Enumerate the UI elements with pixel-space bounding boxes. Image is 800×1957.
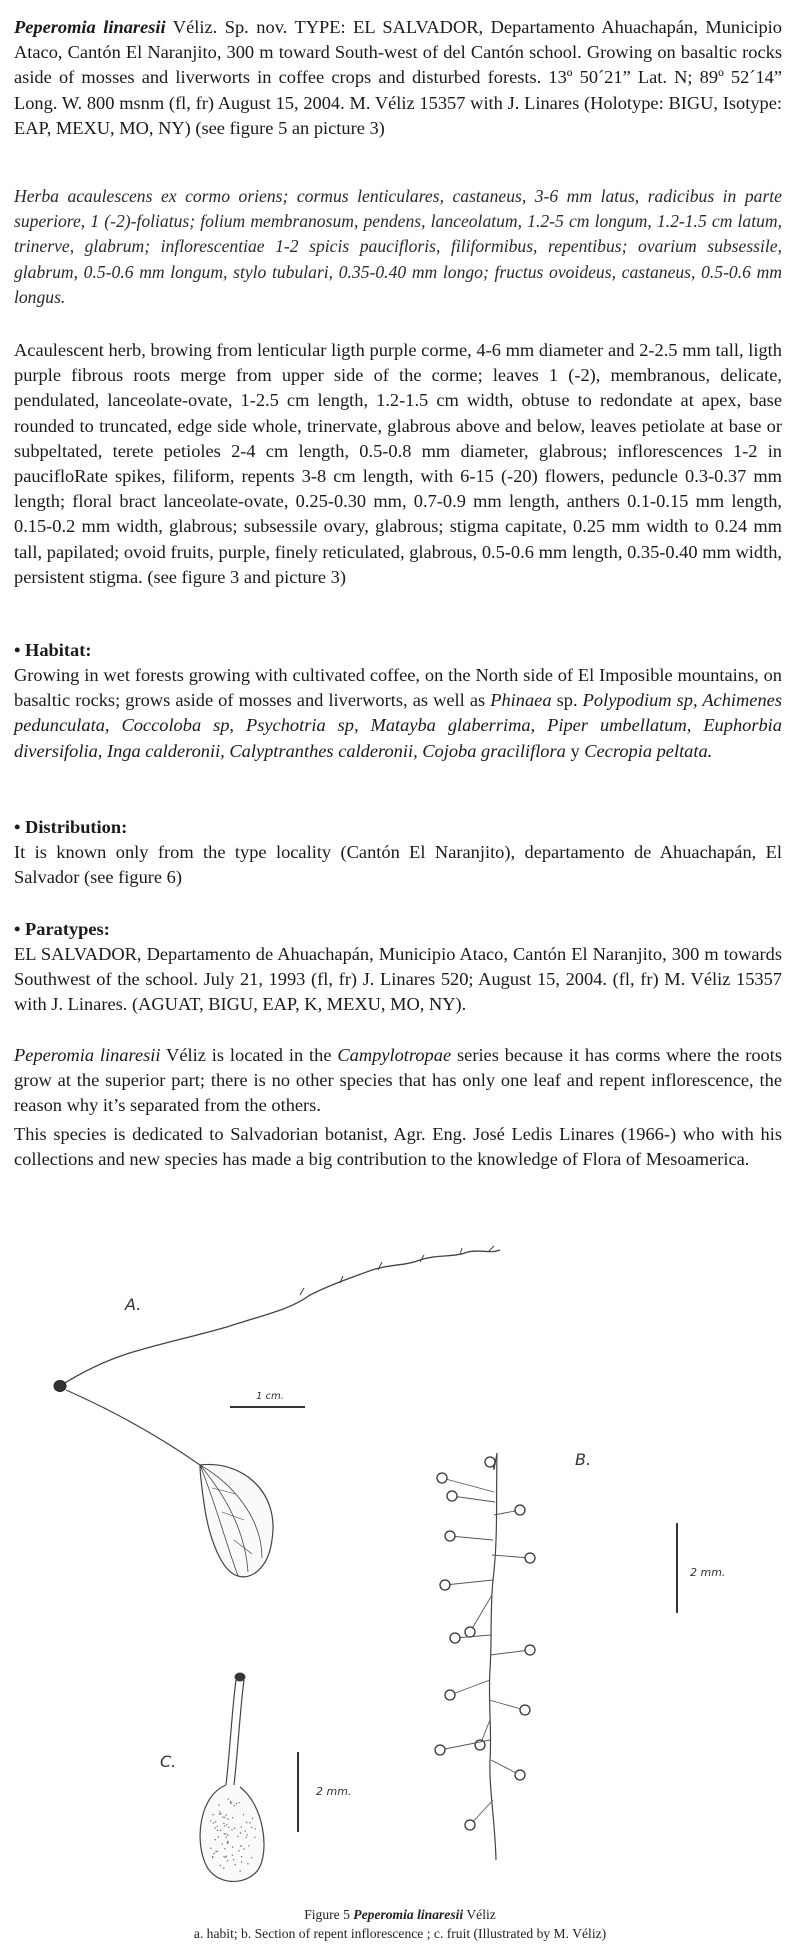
fruit-stipple [238,1850,239,1851]
fruit-stipple [217,1851,218,1852]
species-name: Peperomia linaresii [14,17,166,37]
flower-head [447,1491,457,1501]
fruit-stipple [215,1839,216,1840]
remark-text-part1: Véliz is located in the [160,1045,338,1065]
paratypes-text: EL SALVADOR, Departamento de Ahuachapán, Municipio Ataco, Cantón El Naranjito, 300 m towards Southwest of the school. July 21, 1993 (fl, fr) J. Linares 520; August 15, 2004. (fl, fr) M. Véliz 15357 with J. Linares. (AGUAT, BIGU, EAP, K, MEXU, MO, NY). [14,944,782,1015]
fruit-stipple [245,1831,246,1832]
paratypes-heading: • Paratypes: [14,919,110,939]
fruit-stipple [234,1828,235,1829]
fruit-stipple [228,1827,229,1828]
fruit-stipple [220,1813,221,1814]
flower-head [450,1633,460,1643]
taxonomic-remark [14,1043,782,1119]
flower-stalk [445,1580,493,1585]
fruit-stipple [247,1834,248,1835]
latin-diagnosis-text: Herba acaulescens ex cormo oriens; cormus lenticulares, castaneus, 3-6 mm latus, radicibus in parte superiore, 1 (-2)-foliatus; folium membranosum, pendens, lanceolatum, 1.2-5 cm longum, 1.2-1.5 cm latum, trinerve, glabrum; inflorescentiae 1-2 spicis paucifloris, filiformibus, repentibus; ovarium subsessile, glabrum, 0.5-0.6 mm longum, stylo tubulari, 0.35-0.40 mm longo; fructus ovoideus, castaneus, 0.5-0.6 mm longus. [14,186,782,307]
fruit-stipple [233,1859,234,1860]
habitat-species-list: Polypodium sp, Achimenes pedunculata, Coccoloba sp, Psychotria sp, Matayba glaberrima, Piper umbellatum, Euphorbia diversifolia, Inga calderonii, Calyptranthes calderonii, Cojoba graciliflora [14,690,782,761]
fruit-stipple [217,1826,218,1827]
fruit-stipple [232,1846,233,1847]
fruit-stipple [246,1837,247,1838]
figure-caption-line2: a. habit; b. Section of repent inflorescence ; c. fruit (Illustrated by M. Véliz) [193,1926,607,1941]
fruit-stipple [225,1833,226,1834]
fruit-stipple [251,1827,252,1828]
fruit-stipple [227,1843,228,1844]
fruit-stipple [225,1814,226,1815]
distribution-text: It is known only from the type locality (Cantón El Naranjito), departamento de Ahuachapán, El Salvador (see figure 6) [14,842,782,888]
fruit-stipple [226,1856,227,1857]
inflorescence-drawing [489,1453,497,1860]
fruit-stipple [223,1868,224,1869]
fruit-stipple [222,1817,223,1818]
label-c: C. [160,1752,177,1771]
fruit-stipple [236,1803,237,1804]
flower-head [437,1473,447,1483]
remark-series-name: Campylotropae [337,1045,452,1065]
flower-stalk [492,1555,530,1558]
fruit-stipple [218,1804,219,1805]
fruit-stipple [226,1824,227,1825]
dedication-paragraph [14,1122,782,1172]
english-description-text: Acaulescent herb, browing from lenticular ligth purple corme, 4-6 mm diameter and 2-2.5 mm tall, ligth purple fibrous roots merge from upper side of the corme; leaves 1 (-2), membranous, delicate, pendulated, lanceolate-ovate, 1-2.5 cm length, 1.2-1.5 cm width, obtuse to redondate at apex, base rounded to truncated, edge side whole, trinervate, glabrous above and below, leaves petiolate at base or subpeltated, terete petioles 2-4 cm length, 0.5-0.8 mm diameter, glabrous; inflorescences 1-2 in paucifloRate spikes, filiform, repents 3-8 cm length, with 6-15 (-20) flowers, peduncle 0.3-0.37 mm length; floral bract lanceolate-ovate, 0.25-0.30 mm, 0.7-0.9 mm length, anthers 0.1-0.15 mm length, 0.15-0.2 mm width, glabrous; subsessile ovary, glabrous; stigma capitate, 0.25 mm width to 0.24 mm tall, papilated; ovoid fruits, purple, finely reticulated, glabrous, 0.5-0.6 mm length, 0.35-0.40 mm width, persistent stigma. (see figure 3 and picture 3) [14,340,782,587]
label-a: A. [125,1295,142,1314]
flower-head [515,1770,525,1780]
figure-caption-line1 [0,1905,800,1924]
remark-text-part2: series because it has corms where the roots grow at the superior part; there is no other species that has only one leaf and repent inflorescence, the reason why it’s separated from the others. [14,1045,783,1116]
fruit-stipple [249,1822,250,1823]
habit-drawing [54,1246,500,1577]
fruit-stipple [237,1836,238,1837]
fruit-stipple [214,1827,215,1828]
fruit-stipple [232,1817,233,1818]
flower-stalk [442,1478,494,1492]
fruit-stipple [241,1861,242,1862]
fruit-stipple [223,1856,224,1857]
caption-species: Peperomia linaresii [353,1907,464,1922]
flower-head [465,1627,475,1637]
fruit-stipple [217,1830,218,1831]
fruit-stipple [247,1863,248,1864]
fruit-stipple [210,1820,211,1821]
caption-prefix: Figure 5 [304,1907,354,1922]
fruit-drawing [200,1673,264,1881]
fruit-stipple [232,1855,233,1856]
fruit-stipple [239,1870,240,1871]
protologue-text: Véliz. Sp. nov. TYPE: EL SALVADOR, Departamento Ahuachapán, Municipio Ataco, Cantón El Naranjito, 300 m toward South-west of del Cantón school. Growing on basaltic rocks aside of mosses and liverworts in coffee crops and disturbed forests. 13º 50´21” Lat. N; 89º 52´14” Long. W. 800 msnm (fl, fr) August 15, 2004. M. Véliz 15357 with J. Linares (Holotype: BIGU, Isotype: EAP, MEXU, MO, NY) (see figure 5 an picture 3) [14,17,782,138]
fruit-stipple [227,1860,228,1861]
fruit-stipple [251,1857,252,1858]
flower-head [520,1705,530,1715]
fruit-stipple [213,1822,214,1823]
figure-caption [0,1905,800,1943]
fruit-stipple [224,1825,225,1826]
fruit-stipple [243,1814,244,1815]
fruit-stipple [215,1821,216,1822]
fruit-stipple [255,1828,256,1829]
fruit-stipple [218,1836,219,1837]
fruit-stipple [231,1829,232,1830]
paratypes-section [14,917,782,1018]
fruit-stipple [252,1818,253,1819]
habitat-genus-phinaea: Phinaea [490,690,552,711]
habitat-heading: • Habitat: [14,640,92,660]
flower-head [525,1645,535,1655]
fruit-stipple [239,1802,240,1803]
flower-head [440,1580,450,1590]
flower-stalk [470,1595,492,1632]
scale-label-a: 1 cm. [256,1391,284,1402]
habitat-conjunction: y [565,740,585,761]
flower-head [445,1690,455,1700]
dedication-text: This species is dedicated to Salvadorian botanist, Agr. Eng. José Ledis Linares (1966-) who with his collections and new species has made a big contribution to the knowledge of Flora of Mesoamerica. [14,1124,782,1170]
fruit-stipple [215,1851,216,1852]
flower-stalk [490,1650,530,1655]
habitat-text-part1: Growing in wet forests growing with cultivated coffee, on the North side of El Imposible mountains, on basaltic rocks; grows aside of mosses and liverworts, as well as [14,665,782,711]
fruit-stipple [227,1841,228,1842]
flower-head [525,1553,535,1563]
fruit-stipple [230,1801,231,1802]
fruit-stipple [241,1826,242,1827]
latin-diagnosis [14,184,782,310]
fruit-stipple [210,1848,211,1849]
fruit-stipple [248,1845,249,1846]
fruit-stipple [225,1857,226,1858]
fruit-stipple [241,1856,242,1857]
fruit-stipple [212,1814,213,1815]
fruit-stipple [227,1818,228,1819]
fruit-stipple [225,1837,226,1838]
flower-head [465,1820,475,1830]
flower-stalk [450,1536,493,1540]
habitat-text [14,663,782,764]
fruit-stipple [212,1856,213,1857]
fruit-stipple [220,1830,221,1831]
species-protologue [14,15,782,141]
inflorescence-flowers [435,1457,535,1830]
fruit-stipple [240,1845,241,1846]
fruit-stipple [254,1837,255,1838]
distribution-heading: • Distribution: [14,817,128,837]
habitat-section [14,638,782,764]
fruit-stipple [222,1843,223,1844]
label-b: B. [575,1450,592,1469]
fruit-stipple [234,1805,235,1806]
habitat-text-part2: sp. [551,690,583,711]
flower-head [445,1531,455,1541]
scale-label-b: 2 mm. [690,1566,726,1579]
fruit-stipple [223,1823,224,1824]
fruit-stipple [243,1848,244,1849]
fruit-stipple [219,1813,220,1814]
flower-head [515,1505,525,1515]
flower-head [485,1457,495,1467]
fruit-stipple [228,1798,229,1799]
fruit-stipple [213,1853,214,1854]
scale-label-c: 2 mm. [316,1785,352,1798]
caption-suffix: Véliz [463,1907,496,1922]
fruit-stipple [246,1822,247,1823]
remark-species-name: Peperomia linaresii [14,1045,161,1065]
fruit-stipple [234,1864,235,1865]
distribution-section [14,815,782,890]
fruit-stipple [224,1817,225,1818]
flower-stalk [452,1496,495,1502]
figure-5-illustration [0,1240,800,1900]
english-description [14,338,782,590]
fruit-stipple [220,1865,221,1866]
fruit-stipple [224,1833,225,1834]
flower-head [435,1745,445,1755]
fruit-stipple [224,1848,225,1849]
flower-stalk [450,1680,490,1695]
fruit-stipple [240,1832,241,1833]
fruit-stipple [219,1811,220,1812]
fruit-stipple [227,1835,228,1836]
habitat-last-species: Cecropia peltata. [584,740,713,761]
